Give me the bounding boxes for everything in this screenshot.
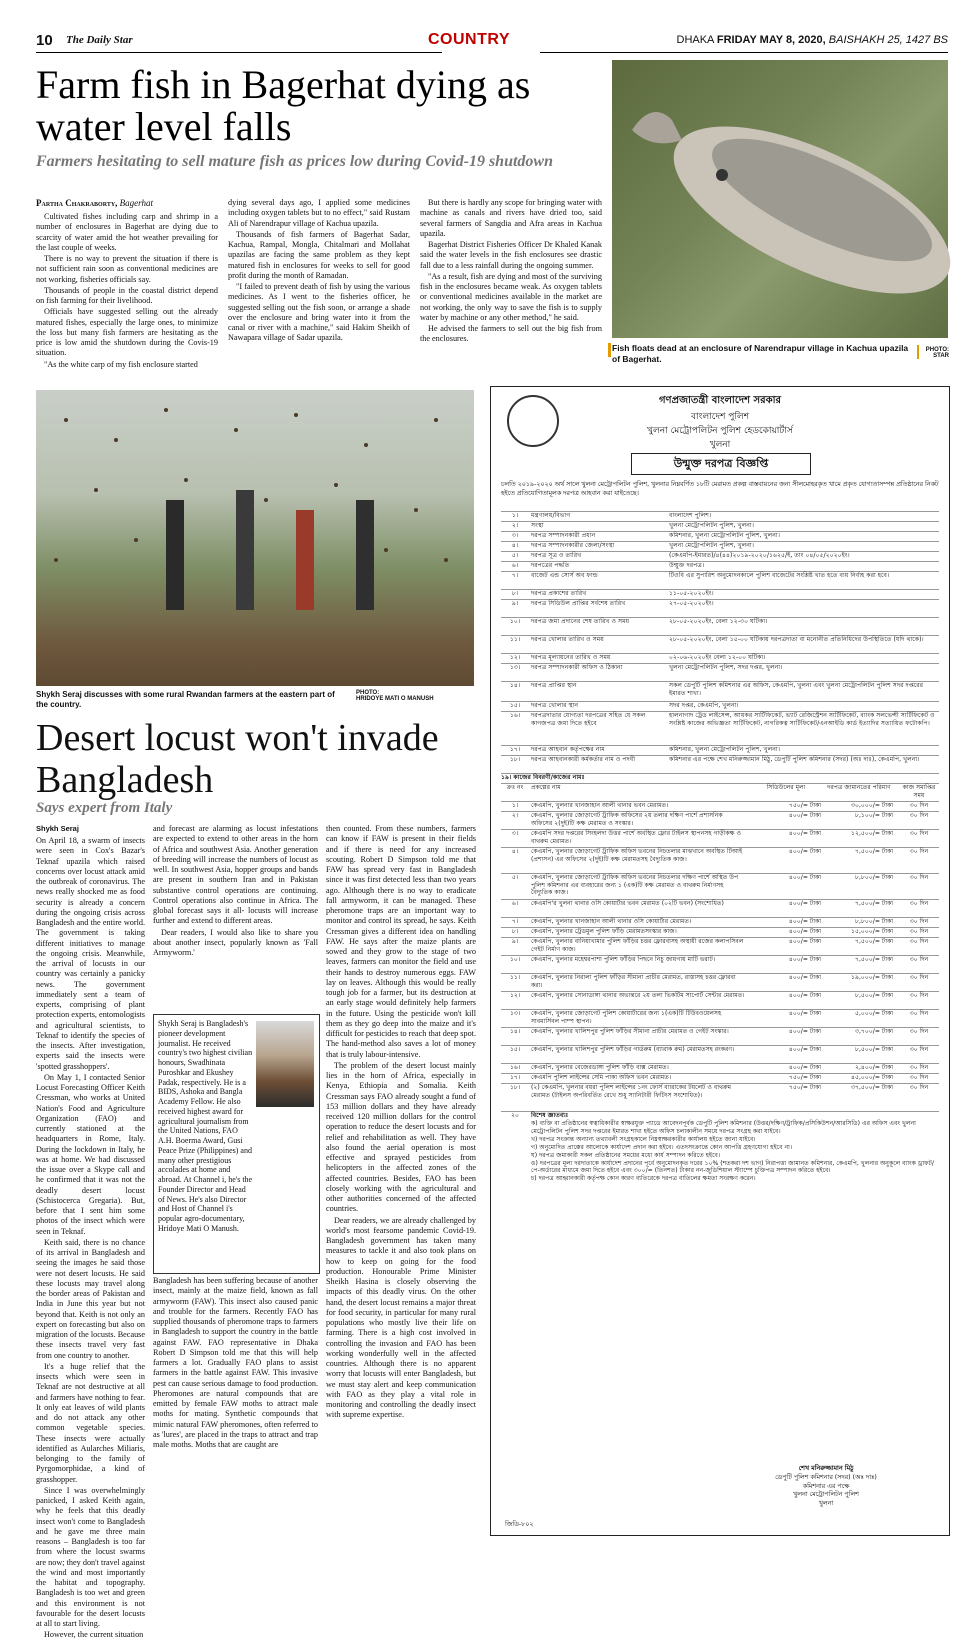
tender-info-label: দরপত্র প্রকাশের তারিখ — [531, 590, 587, 597]
work-cell: ৬। — [511, 900, 519, 907]
tender-info-label: দরপত্র সিডিউল প্রাপ্তির সর্বশেষ তারিখ — [531, 600, 626, 607]
work-cell: কেএমপি, খুলনার জোড়াগেট ট্রাফিক অফিসের ২য় তলার দক্ষিণ পার্শে প্রশাসনিক অফিসের ২(দুই)টি কক্ষ মেরামত ও সংস্কার। — [531, 812, 723, 827]
work-cell: কেএমপি, খুলনার বেজেরডাঙ্গা পুলিশ ফাঁড়ি বাক্স মেরামত। — [531, 1064, 669, 1071]
author-bio: Shykh Seraj is Bangladesh's pioneer development journalist. He received country's two highest civilian honours, Swadhinata Puroshkar and Ekushey Padak, respectively. He is a BIDS, Ashoka and Bangla Academy Fellow. He also received highest award for agricultural journalism from the United Nations, FAO A.H. Boerma Award, Gusi Peace Prize (Philippines) and many other prestigious accolades at home and abroad. At Channel i, he's the Founder Director and Head of News. He's also Director and Host of Channel i's popular agro-documentary, Hridoye Mati O Manush. — [158, 1019, 253, 1233]
tender-info-label: দরপত্র জমা প্রদানের শেষ তারিখ ও সময় — [531, 618, 630, 625]
tender-info-value: ২৮-০৫-২০২০ইং, বেলা ১৫-০০ ঘটিকায় দরপত্রদাতা বা মনোনীত প্রতিনিধিদের উপস্থিতিতে (যদি থাকে)। — [669, 636, 924, 643]
tender-info-value: টিওবি এর সুপারিশ অনুমোদনকালে পুলিশ বাজেটের সংশ্লিষ্ট খাত হতে ব্যয় নির্বাহ করা হবে। — [669, 572, 890, 579]
work-cell: ১৩। — [509, 1010, 521, 1017]
masthead — [36, 30, 948, 54]
tender-info-label: দরপত্র আহবানকারী কর্মকর্তার নাম ও পদবী — [531, 756, 636, 763]
fish-photo-credit — [921, 347, 949, 359]
byline-place: Bagerhat — [119, 198, 154, 208]
work-cell: ১৫। — [509, 1046, 521, 1053]
work-cell: কেএমপি, খুলনার জোড়াগেট ট্রাফিক অফিস ভবনের নিচতলার দক্ষিণ পার্শে অস্থিত উপ পুলিশ কমিশনার এর ব্যবহারের জন্য ১ (এক)টি কক্ষ মেরামত ও বাথরুম নির্মাণসহ বৈদ্যুতিক কাজ। — [531, 874, 739, 897]
work-cell: কেএমপি, খুলনার মহেশ্বরপাশা পুলিশ ফাঁড়ির পিছনে নিচু জায়গায় মাটি ভরাট। — [531, 956, 715, 963]
credit-name: STAR — [933, 353, 949, 359]
tender-info-row — [501, 663, 939, 682]
masthead-rule — [540, 52, 948, 53]
credit-name: HRIDOYE MATI O MANUSH — [356, 696, 434, 702]
notes-title: বিশেষ জ্ঞাতব্যঃ — [531, 1112, 569, 1119]
work-cell: ৩০ দিন — [909, 956, 929, 963]
work-cell: কেএমপি, খুলনার সোনাডাঙ্গা থানার অভ্যন্তরে ২য় তলা ভিকটিম সাপোর্ট সেন্টার মেরামত। — [531, 992, 745, 999]
work-cell: ১২,৫০০/= টাকা — [851, 830, 893, 837]
tender-signature — [721, 1465, 931, 1509]
fish-photo-caption: Fish floats dead at an enclosure of Narendrapur village in Kachua upazila of Bagerhat. — [612, 343, 909, 365]
tender-info-row — [501, 711, 939, 746]
work-cell: ৮,৮০০/= টাকা — [855, 918, 893, 925]
tender-info-number: ১১। — [509, 636, 521, 643]
work-row — [501, 1009, 939, 1028]
work-column-header: সিডিউলের মূল্য — [766, 784, 806, 791]
paragraph: dying several days ago, I applied some medicines including oxygen tablets but to no effect," said Rustam Ali of Narendrapur village of Kachua upazila. — [228, 198, 410, 228]
tender-info-label: দরপত্র খোলার স্থান — [531, 702, 579, 709]
work-cell: ১৭। — [509, 1074, 521, 1081]
tender-city: খুলনা — [709, 440, 731, 450]
work-cell: ৪০০/= টাকা — [788, 1064, 821, 1071]
tender-intro: চলতি ২০১৯-২০২০ অর্থ সালে খুলনা মেট্রোপলিটন পুলিশ, খুলনার নিম্নবর্ণিত ১৮টি মেরামত প্রকল্প বাস্তবায়নের জন্য সীলমোহরকৃত খামে প্রকৃত যোগ্যতাসম্পন্ন প্রতিষ্ঠানের নিকট হইতে প্রতিযোগিতামূলক দরপত্র আহবান করা যাইতেছে। — [501, 481, 939, 497]
tender-info-label: মন্ত্রণালয়/বিভাগ — [531, 512, 571, 519]
tender-info-value: উন্মুক্ত দরপত্র। — [669, 562, 705, 569]
work-cell: ৫,০০০/= টাকা — [855, 1010, 893, 1017]
story2-column-2-bottom — [153, 1276, 318, 1534]
story1-headline: Farm fish in Bagerhat dying as water level falls — [36, 62, 531, 149]
work-row — [501, 1045, 939, 1064]
work-cell: ৩০ দিন — [909, 928, 929, 935]
work-row — [501, 937, 939, 956]
work-cell: ৪০০/= টাকা — [788, 928, 821, 935]
note-item: ঙ) দরপত্রের মূল্য দরদাতাকে কার্যাদেশ প্রদানের পূর্বে অনুমোদনকৃত দরের ১০% (শতকরা দশ ভাগ) নিরাপত্তা জামানত কমিশনার, কেএমপি, খুলনার অনুকূলে ব্যাংক ড্রাফট/পে-অর্ডারের মাধ্যমে জমা দিতে হইবে এবং ৩০০/= (তিনশত) টাকার নন-জুডিশিয়াল স্ট্যাম্পে চুক্তিপত্র সম্পাদন করিতে হইবে। — [531, 1159, 934, 1175]
work-column-header: প্রকল্পের নাম — [531, 784, 561, 791]
tender-org: বাংলাদেশ পুলিশ — [690, 412, 750, 422]
work-cell: ৩০,০০০/= টাকা — [851, 802, 893, 809]
tender-info-number: ২। — [511, 522, 519, 529]
work-column-header: ক্রঃ নং — [506, 784, 524, 791]
dateline-bangla-date: BAISHAKH 25, 1427 BS — [828, 34, 948, 46]
work-cell: ১১। — [509, 974, 521, 981]
work-column-header: কাজ সমাপ্তির সময় — [902, 784, 936, 799]
story2-headline: Desert locust won't invade Bangladesh — [36, 717, 439, 801]
story1-column-2 — [228, 198, 410, 380]
work-cell: ৫। — [511, 874, 519, 881]
dateline — [677, 34, 949, 46]
tender-info-number: ১৩। — [509, 664, 521, 671]
work-column-header: দরপত্র জামানতের পরিমাণ — [827, 784, 891, 791]
note-item: ক) ব্যক্তি বা প্রতিষ্ঠানের স্বত্বাধিকারীর স্বাক্ষরযুক্ত প্যাডে আবেদনপূর্বক ডেপুটি পুলিশ কমিশনার (উত্তর/দক্ষিণ/ট্রাফিক/প্রসিকিউশন/আরসিডি) এর অফিস এবং খুলনা মেট্রোপলিটন পুলিশ সদর দপ্তরের ইমারত শাখা হইতে অফিস চলাকালীন সময়ে দরপত্র সংগ্রহ করা যাইবে। — [531, 1119, 916, 1135]
paragraph: The problem of the desert locust mainly lies in the horn of Africa, especially in Kenya, Ethiopia and Somalia. Keith Cressman says FAO already sought a fund of 153 million dollars and they have already received 120 million dollars for the control operation to reduce the desert locusts and for relief and rehabilitation as well. They have also found the aerial operation is most effective and sprayed pesticides from helicopters in the affected zones of the affected countries. Besides, FAO has been closely working with the agricultural and other authorities concerned of the affected countries. — [326, 1060, 476, 1214]
tender-info-number: ১৪। — [509, 682, 521, 689]
page-number: 10 — [36, 32, 53, 49]
story2-byline: Shykh Seraj — [36, 824, 79, 833]
work-row — [501, 847, 939, 874]
work-cell: ১২। — [509, 992, 521, 999]
work-cell: ৩০ দিন — [909, 802, 929, 809]
work-cell: ৭। — [511, 918, 519, 925]
work-cell: ৪০০/= টাকা — [788, 830, 821, 837]
work-cell: ১৪। — [509, 1028, 521, 1035]
tender-info-row — [501, 617, 939, 636]
tender-info-label: দরপত্র সম্পাদনকারী প্রধান — [531, 532, 596, 539]
tender-info-value: কমিশনার এর পক্ষে শেখ মনিরুজ্জামান মিঠু, ডেপুটি পুলিশ কমিশনার (সদর) (অঃ দাঃ), কেএমপি, খুলনা। — [669, 756, 920, 763]
work-cell: ৪০০/= টাকা — [788, 874, 821, 881]
tender-code: জিডি-৮০২ — [505, 1521, 534, 1528]
work-cell: কেএমপি, খুলনার খালিশপুর পুলিশ ফাঁড়ির সীমানা প্রাচীর মেরামত ও গেইট সংস্কার। — [531, 1028, 729, 1035]
tender-info-label: দরপত্রদাতার যোগ্যতা দরপত্রের সহিত যে সকল কাগজপত্র জমা দিতে হইবে — [531, 712, 646, 727]
paragraph: "As the white carp of my fish enclosure started — [44, 359, 198, 369]
work-cell: ৩,৭০০/= টাকা — [855, 1028, 893, 1035]
tender-title: উন্মুক্ত দরপত্র বিজ্ঞপ্তি — [631, 453, 811, 475]
work-cell: ৪৫,০০০/= টাকা — [851, 1074, 893, 1081]
work-cell: কেএমপি, খুলনার বানিয়াখামার পুলিশ ফাঁড়ির চত্তর ফ্লোরবাসহ অস্থায়ী রজের কলাপসিবল গেইট নির্মাণ কাজ। — [531, 938, 744, 953]
signatory-office: খুলনা মেট্রোপলিটন পুলিশ — [793, 1491, 859, 1499]
work-row — [501, 955, 939, 974]
paragraph: Cultivated fishes including carp and shrimp in a number of enclosures in Bagerhat are dying due to scarcity of water amid the hot weather prevailing for the last couple of weeks. — [36, 212, 218, 252]
tender-office: খুলনা মেট্রোপলিটন পুলিশ হেডকোয়ার্টার্স — [647, 426, 793, 436]
paragraph: Bangladesh has been suffering because of another insect, mainly at the maize field, known as fall armyworm (FAW). This insect also caused panic and trouble for the farmers. Recently FAO has supplied thousands of pheromone traps to farmers in Bangladesh to support the country in the battle against FAW. FAO representative in Dhaka Robert D Simpson told me that this will help farmers a lot. Gradually FAO plans to assist farmers in the battle against FAW. This invasive pest can cause serious damage to food production. Pheromones are natural compounds that are emitted by female FAW moths to attract male moths for mating. Synthetic compounds that mimic natural FAW pheromones, often referred to as 'lures', are placed in the traps to attract and trap male moths. Moths that are caught are — [153, 1276, 318, 1449]
work-cell: ১৬। — [509, 1064, 521, 1071]
paragraph: On May 1, I contacted Senior Locust Forecasting Officer Keith Cressman, who works at United Nation's Food and Agriculture Organization (FAO) and currently stationed at the headquarters in Rome, Italy. During the lockdown in Italy, he was at home. We had discussed the issue over a Skype call and he confirmed that it was not the deadly desert locust (Schistocerca Gregaria). But, before that I sent him some photos of the insect which were seen in Teknaf. — [36, 1072, 145, 1236]
credit-label: PHOTO: — [356, 690, 380, 696]
work-cell: ৭,৫০০/= টাকা — [855, 848, 893, 855]
work-cell: ৮,৮০০/= টাকা — [855, 874, 893, 881]
section-name: COUNTRY — [428, 31, 511, 48]
work-row — [501, 973, 939, 992]
tender-info-label: দরপত্র সূত্র ও তারিখ — [531, 552, 582, 559]
work-cell: ৩০ দিন — [909, 918, 929, 925]
work-row — [501, 991, 939, 1010]
story1-column-1 — [36, 212, 218, 380]
work-row — [501, 1027, 939, 1046]
tender-info-label: বাজেট এন্ড সোর্স অব ফান্ড — [531, 572, 598, 579]
tender-info-number: ৮। — [511, 590, 519, 597]
tender-info-row — [501, 599, 939, 618]
work-cell: ৭,৫০০/= টাকা — [855, 956, 893, 963]
paragraph: then counted. From these numbers, farmers can know if FAW is present in their fields and if there is need for any increased scouting. Robert D Simpson told me that FAW has spread very fast in Bangladesh since it was first detected less than two years ago. Although there is no way to eradicate fall armyworm, it can be managed. These pheromone traps are an important way to monitor and control its spread, he says. Keith Cressman gives a different idea on handling FAW. He says after the maize plants are sowed and they grow to the stage of two leaves, farmers can monitor the field and use their hands to destroy numerous eggs. FAW lay on leaves. Although this would be really tough job for a farmer, but its destruction at an early stage would definitely help farmers in the future. Using the pesticide won't kill them as they go deep into the maize and it's difficult for pesticides to reach that deep spot. The hand-method also saves a lot of money that is truly labour-intensive. — [326, 824, 476, 1059]
work-cell: ৪০০/= টাকা — [788, 938, 821, 945]
paragraph: "I failed to prevent death of fish by using the various medicines. As I went to the fisheries officer, he suggested selling out the fish soon, or arrange a shade over the enclosure and bring water into it from the canal or river with a machine," said Hakim Sheikh of Nawapara village of Sadar upazila. — [228, 282, 410, 343]
tender-info-number: ১২। — [509, 654, 521, 661]
tender-info-value: সকল ডেপুটি পুলিশ কমিশনার এর অফিস, কেএমপি, খুলনা এবং খুলনা মেট্রোপলিটন পুলিশ সদর দপ্তরের ইমারত শাখা। — [669, 682, 924, 697]
caption-marker — [608, 343, 611, 357]
paragraph: Thousands of people in the coastal district depend on fish farming for their livelihood. — [36, 285, 218, 305]
note-item: গ) অনুমোদিত প্রাক্কের আলোকে কার্যাদেশ প্রদান করা হইবে। এতদসংক্রান্তে কোন আপত্তি গ্রহণযোগ্য হইবে না। — [531, 1143, 793, 1151]
tender-notes — [501, 1111, 939, 1183]
credit-marker — [917, 345, 919, 359]
story2-column-3 — [326, 824, 476, 1534]
tender-govt: গণপ্রজাতন্ত্রী বাংলাদেশ সরকার — [659, 395, 781, 406]
work-cell: কেএমপি, খুলনার নিরালা পুলিশ ফাঁড়ির সীমানা প্রাচীর মেরামত, রাস্তাসহ চত্তর ফ্লোরবা করা। — [531, 974, 736, 989]
story1-byline — [36, 198, 153, 208]
dateline-date: FRIDAY MAY 8, 2020, — [716, 34, 826, 46]
tender-info-number: ১০। — [509, 618, 521, 625]
tender-info-number: ৯। — [511, 600, 519, 607]
author-bio-box — [153, 1014, 320, 1274]
tender-info-value: খুলনা মেট্রোপলিটন পুলিশ, খুলনা। — [669, 542, 754, 549]
work-cell: ৪০০/= টাকা — [788, 900, 821, 907]
tender-info-value: কমিশনার, খুলনা মেট্রোপলিটন পুলিশ, খুলনা। — [669, 532, 780, 539]
dead-fish-photo — [612, 60, 948, 338]
work-cell: ৪। — [511, 848, 519, 855]
work-cell: ৩০ দিন — [909, 1074, 929, 1081]
tender-info-value: ২৮-০৫-২০২০ইং, বেলা ১২-৩০ ঘটিকা। — [669, 618, 768, 625]
work-cell: ৮। — [511, 928, 519, 935]
byline-name: Partha Chakraborty, — [36, 198, 118, 208]
paragraph: It's a huge relief that the insects which were seen in Teknaf are not destructive at all and farmers have nothing to fear. It only eat leaves of wild plants and do not attack any other common vegetable species. These insects were actually identified as Aularches Miliaris, belonging to the family of Pyrgomorphidae, a kind of grasshopper. — [36, 1361, 145, 1484]
paragraph: Thousands of fish farmers of Bagerhat Sadar, Kachua, Rampal, Mongla, Chitalmari and Mollahat upazilas are facing the same problem as they kept matured fish in enclosures for weeks to sell for good profit during the month of Ramadan. — [228, 229, 410, 280]
tender-info-value: ২৭-০৫-২০২০ইং। — [669, 600, 714, 607]
tender-info-number: ১৭। — [509, 746, 521, 753]
work-cell: ৪০০/= টাকা — [788, 974, 821, 981]
tender-info-value: ০২-০৬-২০২০ইং বেলা ১২-০০ ঘটিকা। — [669, 654, 766, 661]
work-cell: ৩০ দিন — [909, 974, 929, 981]
work-row — [501, 873, 939, 900]
tender-info-row — [501, 571, 939, 590]
work-cell: ৩০ দিন — [909, 1010, 929, 1017]
tender-info-number: ৩। — [511, 532, 519, 539]
author-photo — [256, 1021, 314, 1107]
tender-info-number: ৬। — [511, 562, 519, 569]
work-row — [501, 899, 939, 918]
work-cell: কেএমপি পুলিশ লাইন্সের সেমি পাকা অফিস ভবন মেরামত। — [531, 1074, 672, 1081]
work-cell: ৩০ দিন — [909, 874, 929, 881]
work-cell: কেএমপি সদর দপ্তরের সিংহলদা উত্তর পার্শে অবস্থিত ফ্লোর টাইলস স্থাপনসহ গাড়ীকক্ষ ও বাথরুম মেরামত। — [531, 830, 741, 845]
work-cell: ৩০ দিন — [909, 1084, 929, 1091]
work-cell: ৭৫০/= টাকা — [788, 1074, 821, 1081]
work-cell: ৪০০/= টাকা — [788, 1028, 821, 1035]
work-cell: ৩। — [511, 830, 519, 837]
note-item: খ) দরপত্র সংক্রান্ত অন্যান্য তথ্যাবলী সংগ্রহকালে নিম্নস্বাক্ষরকারীর কার্যালয় হইতে জানা যাইবে। — [531, 1135, 756, 1143]
tender-info-label: দরপত্র সম্পাদনকারী অফিস ও ঠিকানা — [531, 664, 623, 671]
paragraph: Officials have suggested selling out the already matured fishes, especially the large ones, to minimize the loss but many fish farmers are hesitating as the price is low amid the shutdown during the Covis-19 situation. — [36, 307, 218, 358]
tender-info-number: ১৬। — [509, 712, 521, 719]
masthead-rule — [36, 52, 442, 53]
work-cell: ৪০০/= টাকা — [788, 918, 821, 925]
story1-deck: Farmers hesitating to sell mature fish as prices low during Covid-19 shutdown — [36, 153, 553, 170]
work-cell: ৪০০/= টাকা — [788, 1010, 821, 1017]
paragraph: Keith said, there is no chance of its arrival in Bangladesh and seeing the images he said those were not desert locusts. He said these locusts may travel along the border areas of Pakistan and India in June this year but not beyond that. Keith is not only an expert on forecasting but also on migration of the locusts. Because these insects travel very fast from one country to another. — [36, 1237, 145, 1360]
tender-info-label: দরপত্রের পদ্ধতি — [531, 562, 570, 569]
tender-info-value: কমিশনার, খুলনা মেট্রোপলিটন পুলিশ, খুলনা। — [669, 746, 780, 753]
notes-number: ২০ — [511, 1112, 519, 1119]
work-cell: কেএমপি, খুলনার খানজাহান আলী থানার ভবন মেরামত। — [531, 802, 669, 809]
tender-info-number: ১। — [511, 512, 519, 519]
tender-info-row — [501, 635, 939, 654]
paragraph: and forecast are alarming as locust infestations are expected to extend to other areas in the horn of Africa and southwest Asia. Another generation of breeding will increase the numbers of locust as well. In southwest Asia, hopper groups and bands are present in southern Iran and in Pakistan substantive control operations are continuing. Control operations also continue in Africa. The global forecast says it all- locusts will increase further and extend to different areas. — [153, 824, 318, 926]
work-cell: ৮,১০০/= টাকা — [855, 812, 893, 819]
work-row — [501, 1083, 939, 1110]
tender-info-value: হালনাগাদ ট্রেড লাইসেন্স, আয়কর সার্টিফিকেট, ভ্যাট রেজিস্ট্রেশন সার্টিফিকেট, ব্যাংক সলভেন্সী সার্টিফিকেট ও সংশ্লিষ্ট কাজের অভিজ্ঞতা সার্টিফিকেট, নাগরিকত্ব সার্টিফিকেট/এনআইডি কার্ড ইত্যাদির সত্যায়িত ফটোকপি। — [669, 712, 935, 727]
work-cell: ৩৭,৫০০/= টাকা — [851, 1084, 893, 1091]
work-cell: ১৫,০০০/= টাকা — [851, 928, 893, 935]
credit-label: PHOTO: — [925, 347, 949, 353]
work-cell: ৪০০/= টাকা — [788, 848, 821, 855]
work-cell: ৩০ দিন — [909, 830, 929, 837]
work-table-header — [501, 783, 939, 800]
work-cell: ১৯,০০০/= টাকা — [851, 974, 893, 981]
work-cell: ৭৫০/= টাকা — [788, 1084, 821, 1091]
locust-photo-credit — [356, 690, 434, 702]
work-cell: কেএমপি, খুলনার খানজাহান আলী থানার ওসি কোয়ার্টার মেরামত। — [531, 918, 692, 925]
tender-info-value: বাংলাদেশ পুলিশ। — [669, 512, 712, 519]
tender-info-value: সদর দপ্তর, কেএমপি, খুলনা। — [669, 702, 739, 709]
paragraph: Since I was overwhelmingly panicked, I asked Keith again, why he feels that this deadly insect won't come to Bangladesh and he gave me three main reasons – Bangladesh is too far from where the locust swarms are now; they don't travel against the wind and most importantly the habitat and topography. Bangladesh is too wet and green and this environment is not favourable for the desert locusts at all to start living. — [36, 1485, 145, 1628]
paragraph: Bagerhat District Fisheries Officer Dr Khaled Kanak said the water levels in the fish enclosures see drastic fall due to a less rainfall during the ongoing summer. — [420, 240, 602, 270]
work-cell: ১০। — [509, 956, 521, 963]
tender-info-number: ১৮। — [509, 756, 521, 763]
work-cell: ৪০০/= টাকা — [788, 992, 821, 999]
tender-info-row — [501, 681, 939, 702]
work-row — [501, 811, 939, 830]
work-cell: ৮,৫০০/= টাকা — [855, 992, 893, 999]
dateline-city: DHAKA — [676, 34, 714, 46]
paragraph: Dear readers, I would also like to share you about another insect, popularly known as 'Fall Armyworm.' — [153, 927, 318, 957]
locust-swarm-photo — [36, 390, 474, 686]
work-cell: ৪০০/= টাকা — [788, 956, 821, 963]
signatory-name: শেখ মনিরুজ্জামান মিঠু — [798, 1465, 854, 1472]
work-cell: ৩০ দিন — [909, 992, 929, 999]
signatory-title: ডেপুটি পুলিশ কমিশনার (সদর) (অঃ দাঃ) — [775, 1473, 877, 1481]
work-cell: ১। — [511, 802, 519, 809]
work-cell: কেএমপি, খুলনার জোড়াগেট পুলিশ কোয়ার্টারের জন্য ১(এক)টি টিউবওয়েলসহ সাবমার্সিবল পাম্প স্থাপন। — [531, 1010, 722, 1025]
tender-info-number: ১৫। — [509, 702, 521, 709]
work-cell: ৩০ দিন — [909, 848, 929, 855]
tender-info-label: দরপত্র সম্পাদনকারীর জেলা/সংস্থা — [531, 542, 615, 549]
work-cell: ৩০ দিন — [909, 1028, 929, 1035]
work-cell: ৪০০/= টাকা — [788, 812, 821, 819]
story2-column-1 — [36, 836, 145, 1640]
work-cell: ৩০ দিন — [909, 900, 929, 907]
paragraph: On April 18, a swarm of insects were seen in Cox's Bazar's Teknaf upazila which raised concerns over locust attack amid the outbreak of coronavirus. The news really shocked me as food security is already a concern during the ongoing crisis across Bangladesh and the entire world. The government is taking different initiatives to manage the ongoing crisis. Meanwhile, the arrival of locusts in our country was certainly a panicky news. The government immediately sent a team of experts, comprising of plant protection experts, entomologists and agricultural scientists, to Teknaf to identify the species of the insects. After investigation, experts said the insects were 'spotted grasshoppers'. — [36, 836, 145, 1071]
newspaper-name: The Daily Star — [66, 34, 133, 46]
work-cell: ৭,৫০০/= টাকা — [855, 938, 893, 945]
work-cell: কেএমপি, খুলনার জোড়াগেট ট্রাফিক অফিস ভবনের নিচতলার মাঝখানে অবস্থিত টিআই (প্রশাসন) এর অফিসের ২(দুই)টি কক্ষ মেরামতসহ বৈদ্যুতিক কাজ। — [531, 848, 743, 863]
paragraph: However, the current situation — [44, 1630, 144, 1640]
work-cell: ৯। — [511, 938, 519, 945]
work-cell: ২,৪০০/= টাকা — [855, 1064, 893, 1071]
tender-info-row — [501, 755, 939, 774]
note-item: ঘ) দরপত্র জমাকারী সকল প্রতিষ্ঠানের সময়ের মধ্যে কার্য সম্পাদন করিতে হইবে। — [531, 1151, 721, 1159]
tender-info-number: ৪। — [511, 542, 519, 549]
signatory-behalf: কমিশনার এর পক্ষে — [802, 1482, 850, 1490]
locust-photo-caption: Shykh Seraj discusses with some rural Rwandan farmers at the eastern part of the country. — [36, 690, 335, 710]
tender-notice — [490, 386, 950, 1536]
story1-column-3 — [420, 198, 602, 380]
work-cell: ৪০০/= টাকা — [788, 1046, 821, 1053]
work-cell: ১৮। — [509, 1084, 521, 1091]
tender-info-number: ৭। — [511, 572, 519, 579]
work-cell: ৩০ দিন — [909, 1046, 929, 1053]
work-row — [501, 829, 939, 848]
work-cell: ৮,৫০০/= টাকা — [855, 1046, 893, 1053]
tender-info-value: খুলনা মেট্রোপলিটন পুলিশ, সদর দপ্তর, খুলনা। — [669, 664, 783, 671]
work-cell: ৩০ দিন — [909, 938, 929, 945]
paragraph: "As a result, fish are dying and most of the surviving fish in the enclosures became weak. As oxygen tablets or conventional medicines available in the market are not working, the only way to save the fish is to supply water by machine or any other method," he said. — [420, 271, 602, 322]
tender-info-value: খুলনা মেট্রোপলিটন পুলিশ, খুলনা। — [669, 522, 754, 529]
work-cell: ৭,৫০০/= টাকা — [855, 900, 893, 907]
work-cell: কেএমপি, খুলনার ট্রেডমুল পুলিশ ফাঁড়ি মেরামতসংস্কার কাজ। — [531, 928, 677, 935]
tender-info-label: দরপত্র প্রাপ্তির স্থান — [531, 682, 577, 689]
tender-info-label: দরপত্র আহবান কর্তৃপক্ষের নাম — [531, 746, 605, 753]
tender-info-label: দরপত্র মূল্যায়নের তারিখ ও সময় — [531, 654, 611, 661]
fish-illustration — [612, 60, 948, 338]
work-cell: কেএমপি, খুলনার খালিশপুর পুলিশ ফাঁড়ির গার্ডরুম (ব্যারাক রুম) মেরামতসহ রংকরণ। — [531, 1046, 735, 1053]
paragraph: There is no way to prevent the situation if there is not sufficient rain soon as conventional medicines are not working, fisheries officials say. — [36, 254, 218, 284]
work-cell: (২) কেএমপি, খুলনার বয়রা পুলিশ লাইন্সের ১নং ফোর্স ব্যারাকের টয়লেট ও বাথরুম মেরামত (টাইলস অপরিবর্তিত রেখে শুধু স্যানিটারী ফিটিংস সংশোধিত)। — [531, 1084, 732, 1099]
work-cell: কেএমপি'র খুলনা থানার ওসি কোয়ার্টার ভবন মেরামত (০২টি ভবন) (সংশোধিত) — [531, 900, 724, 907]
paragraph: He advised the farmers to sell out the big fish from the enclosures. — [420, 324, 602, 344]
tender-info-value: (কেএমপি-ইমারত)/৪(৪৪)২০১৯-২০২০/১৬২৫/ই, তাং ০৪/০৫/২০২০ইং। — [669, 552, 850, 559]
work-cell: ৩০ দিন — [909, 1064, 929, 1071]
work-cell: ৩০ দিন — [909, 812, 929, 819]
story2-column-2-top — [153, 824, 318, 1010]
tender-info-label: দরপত্র খোলার তারিখ ও সময় — [531, 636, 604, 643]
work-cell: ৭৫০/= টাকা — [788, 802, 821, 809]
paragraph: But there is hardly any scope for bringing water with machine as canals and rivers have dried too, said several farmers of Sangdia and Afra areas in Kachua upazila. — [420, 198, 602, 238]
locust-swarm-illustration — [36, 390, 474, 686]
tender-info-value: ১১-০৫-২০২০ইং। — [669, 590, 714, 597]
work-heading: ১৯। কাজের বিবরণী/কাজের নামঃ — [501, 773, 939, 784]
work-cell: ২। — [511, 812, 519, 819]
signatory-city: খুলনা — [818, 1500, 834, 1508]
story2-deck: Says expert from Italy — [36, 800, 173, 816]
tender-info-number: ৫। — [511, 552, 519, 559]
paragraph: Dear readers, we are already challenged by world's most fearsome pandemic Covid-19. Bangladesh government has taken many measures to tackle it and also took plans on how to keep on going for the food production. Honourable Prime Minister Sheikh Hasina is closely observing the impacts of this deadly virus. On the other hand, the desert locust remains a major threat for food security, in particular for many rural populations who mostly live their life on farming. There is a high cost involved in controlling the invasion and FAO has been working wonderfully well in the affected countries. Although there is no apparent worry that locusts will enter Bangladesh, but we must stay alert and keep communication with FAO as they play a vital role in monitoring and controlling the deadly insect with supreme expertise. — [326, 1215, 476, 1420]
tender-info-label: সংস্থা — [531, 522, 544, 529]
note-item: চ) দরপত্র আহ্বানকারী কর্তৃপক্ষ কোন কারণ ব্যতিরেকে দরপত্র বাতিলের ক্ষমতা সংরক্ষণ করেন। — [531, 1175, 756, 1183]
